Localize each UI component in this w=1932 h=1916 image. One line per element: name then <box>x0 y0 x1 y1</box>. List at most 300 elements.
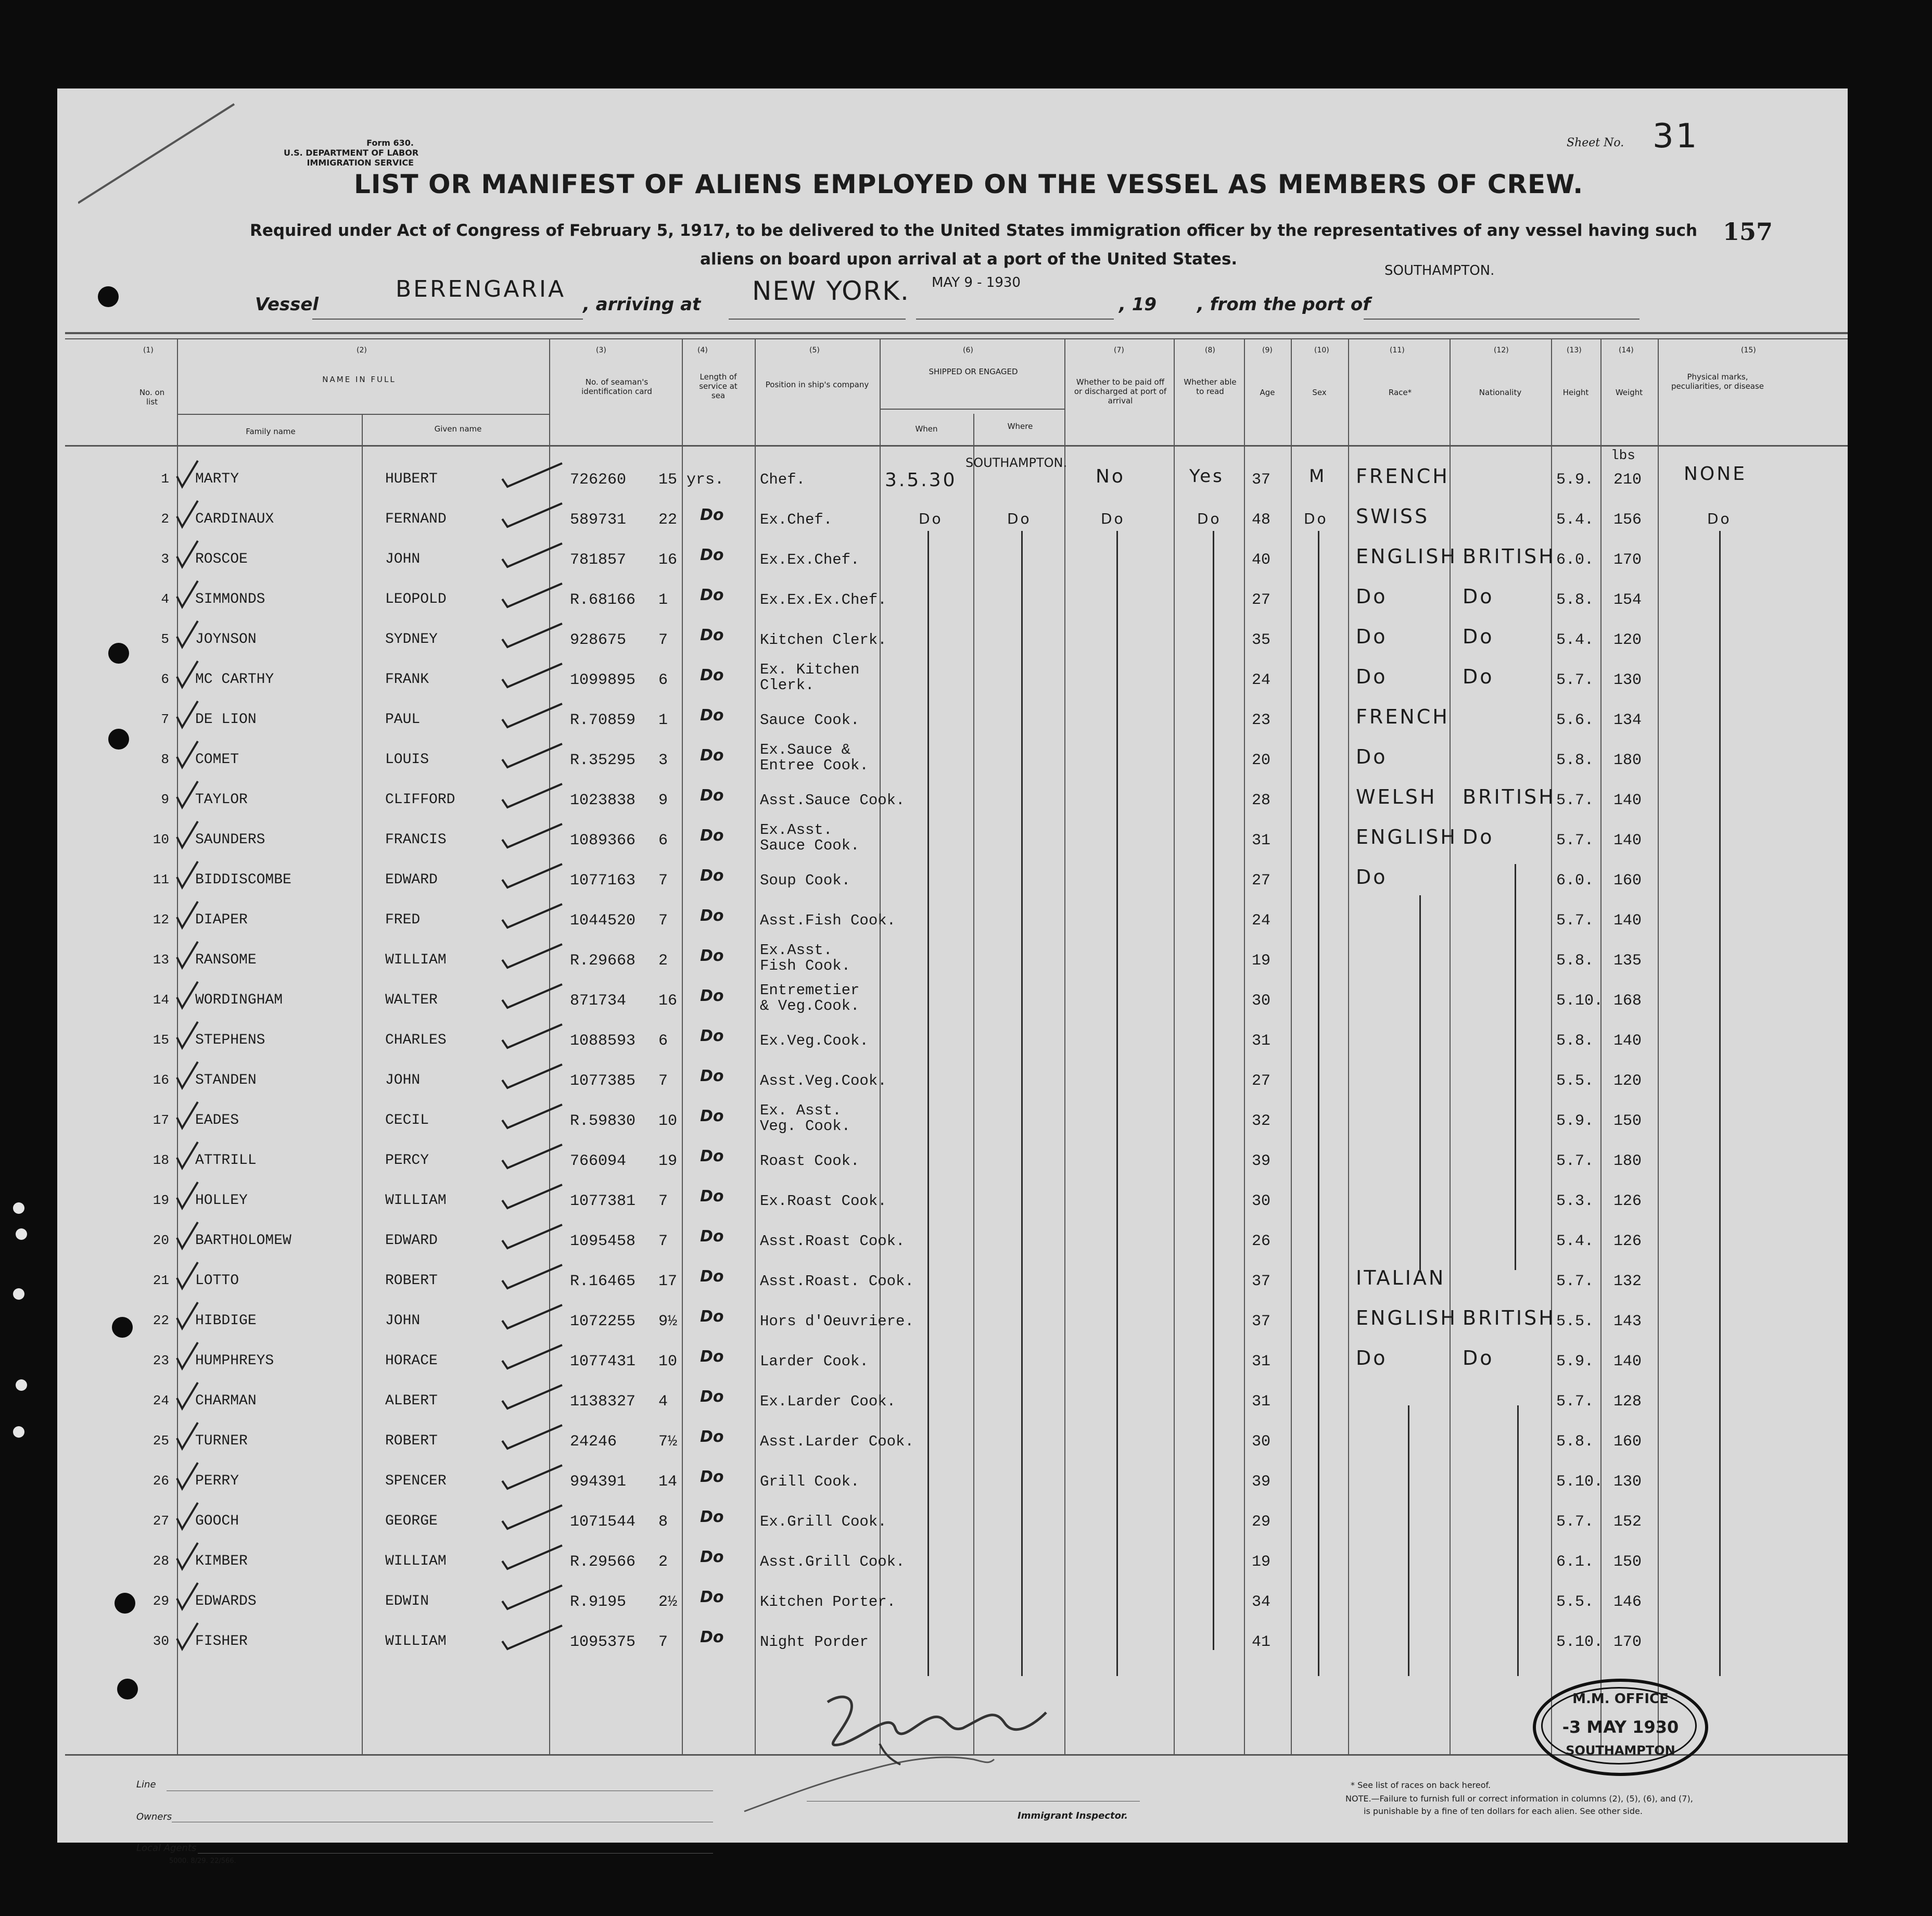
ship-position: Asst.Sauce Cook. <box>760 792 905 809</box>
check-mark-icon <box>174 699 206 730</box>
ship-position: Asst.Veg.Cook. <box>760 1072 887 1089</box>
ship-position: Asst.Roast Cook. <box>760 1233 905 1250</box>
row-number: 8 <box>161 752 169 767</box>
check-mark-icon <box>500 1380 567 1411</box>
weight: 210 <box>1613 471 1642 489</box>
stamp-port: SOUTHAMPTON <box>1566 1743 1675 1758</box>
ship-position: Asst.Fish Cook. <box>760 912 896 929</box>
row-number: 25 <box>152 1433 169 1449</box>
row-number: 19 <box>152 1192 169 1208</box>
col-divider <box>973 414 974 1754</box>
ditto-mark: Do <box>700 506 724 524</box>
weight: 160 <box>1613 1433 1642 1451</box>
check-mark-icon <box>174 939 206 970</box>
length-of-service: 14 <box>658 1473 678 1491</box>
race: ITALIAN <box>1356 1266 1446 1289</box>
weight: 130 <box>1613 671 1642 689</box>
id-card-number: 1089366 <box>570 832 636 849</box>
sheet-label: Sheet No. <box>1567 136 1624 149</box>
col-num-6: (6) <box>963 346 973 354</box>
ditto-mark: Do <box>700 947 724 965</box>
ship-position: Kitchen Porter. <box>760 1593 896 1610</box>
age: 30 <box>1252 992 1271 1010</box>
height: 5.7. <box>1556 912 1594 930</box>
age: 24 <box>1252 671 1271 689</box>
height: 5.5. <box>1556 1072 1594 1090</box>
underline <box>729 319 906 320</box>
race: Do <box>1356 866 1388 889</box>
check-mark-icon <box>500 1019 567 1050</box>
family-name: CARDINAUX <box>195 511 274 527</box>
length-of-service: 10 <box>658 1112 678 1130</box>
id-card-number: R.70859 <box>570 712 636 729</box>
row-number: 28 <box>152 1553 169 1569</box>
given-name: FERNAND <box>385 511 447 527</box>
id-card-number: 1044520 <box>570 912 636 930</box>
weight: 180 <box>1613 752 1642 769</box>
check-mark-icon <box>500 538 567 569</box>
check-mark-icon <box>174 1059 206 1090</box>
family-name: DE LION <box>195 712 257 728</box>
ship-position: Ex.Larder Cook. <box>760 1393 896 1410</box>
weight: 143 <box>1613 1313 1642 1330</box>
ship-position: Roast Cook. <box>760 1152 860 1170</box>
id-card-number: 1095458 <box>570 1233 636 1250</box>
length-of-service: 2 <box>658 1553 668 1571</box>
shipped-where: SOUTHAMPTON. <box>965 455 1067 470</box>
age: 35 <box>1252 631 1271 649</box>
age: 31 <box>1252 1032 1271 1050</box>
from-port-label: , from the port of <box>1197 294 1370 315</box>
row-number: 29 <box>152 1593 169 1609</box>
family-name: TURNER <box>195 1433 248 1449</box>
ship-position: Ex. Asst. Veg. Cook. <box>760 1102 851 1135</box>
ditto-line <box>927 531 929 1676</box>
row-number: 10 <box>152 832 169 847</box>
punch-hole <box>98 286 119 307</box>
ship-position: Asst.Roast. Cook. <box>760 1273 914 1290</box>
check-mark-icon <box>500 458 567 489</box>
punch-hole <box>117 1679 138 1699</box>
col-num-7: (7) <box>1114 346 1124 354</box>
owners-label: Owners <box>136 1811 172 1822</box>
weight: 146 <box>1613 1593 1642 1611</box>
col-header-length: Length of service at sea <box>699 372 738 400</box>
given-name: FRANK <box>385 671 429 688</box>
race: ENGLISH <box>1356 1306 1457 1329</box>
ditto-mark: Do <box>700 586 724 604</box>
col-header-age: Age <box>1260 388 1275 397</box>
age: 19 <box>1252 1553 1271 1571</box>
age: 39 <box>1252 1473 1271 1491</box>
col-header-position: Position in ship's company <box>765 380 869 389</box>
family-name: BIDDISCOMBE <box>195 872 291 888</box>
length-of-service: 7 <box>658 1072 668 1090</box>
corner-fold <box>78 99 250 234</box>
id-card-number: 1138327 <box>570 1393 636 1411</box>
col-divider <box>1658 338 1659 1754</box>
arrival-date: MAY 9 - 1930 <box>932 275 1021 290</box>
ditto-line <box>1515 864 1516 1270</box>
length-of-service: 8 <box>658 1513 668 1531</box>
length-of-service: 6 <box>658 1032 668 1050</box>
id-card-number: R.59830 <box>570 1112 636 1130</box>
ship-position: Ex.Chef. <box>760 511 833 528</box>
ship-position: Grill Cook. <box>760 1473 860 1490</box>
check-mark-icon <box>500 1220 567 1251</box>
height: 6.1. <box>1556 1553 1594 1571</box>
col-header-no: No. on list <box>139 388 165 407</box>
document-title: LIST OR MANIFEST OF ALIENS EMPLOYED ON THE VESSEL AS MEMBERS OF CREW. <box>354 169 1584 199</box>
ditto-mark: Do <box>700 786 724 805</box>
row-number: 11 <box>152 872 169 887</box>
id-card-number: R.29566 <box>570 1553 636 1571</box>
row-number: 16 <box>152 1072 169 1088</box>
given-name: FRED <box>385 912 421 928</box>
check-mark-icon <box>500 779 567 810</box>
race: ENGLISH <box>1356 545 1457 568</box>
given-name: PERCY <box>385 1152 429 1169</box>
family-name: DIAPER <box>195 912 248 928</box>
id-card-number: 871734 <box>570 992 627 1010</box>
family-name: HIBDIGE <box>195 1313 257 1329</box>
check-mark-icon <box>500 1260 567 1291</box>
length-of-service: 7 <box>658 1633 668 1651</box>
col-header-paid-off: Whether to be paid off or discharged at port of arrival <box>1074 377 1167 405</box>
table-top-rule <box>65 332 1848 334</box>
height: 5.7. <box>1556 792 1594 809</box>
given-name: ROBERT <box>385 1433 438 1449</box>
ship-position: Chef. <box>760 471 806 488</box>
ship-position: Ex.Veg.Cook. <box>760 1032 869 1049</box>
ship-position: Asst.Grill Cook. <box>760 1553 905 1570</box>
row-number: 3 <box>161 551 169 567</box>
race: FRENCH <box>1356 705 1450 728</box>
page-number: 157 <box>1723 218 1773 246</box>
col-header-name: NAME IN FULL <box>322 375 396 384</box>
ship-position: Ex.Roast Cook. <box>760 1192 887 1210</box>
given-name: EDWIN <box>385 1593 429 1609</box>
row-number: 12 <box>152 912 169 928</box>
sheet-number: 31 <box>1653 117 1699 156</box>
ditto-mark: Do <box>700 1027 724 1045</box>
race: Do <box>1356 585 1388 608</box>
family-name: KIMBER <box>195 1553 248 1569</box>
length-of-service: 10 <box>658 1353 678 1371</box>
id-card-number: R.29668 <box>570 952 636 970</box>
edge-hole <box>13 1202 24 1214</box>
weight: 134 <box>1613 712 1642 729</box>
given-name: JOHN <box>385 1313 421 1329</box>
row-number: 4 <box>161 591 169 607</box>
col-divider <box>362 414 363 1754</box>
weight: 120 <box>1613 631 1642 649</box>
ship-position: Sauce Cook. <box>760 712 860 729</box>
given-name: LOUIS <box>385 752 429 768</box>
departure-port: SOUTHAMPTON. <box>1384 263 1495 278</box>
family-name: BARTHOLOMEW <box>195 1233 291 1249</box>
id-card-number: 1077163 <box>570 872 636 890</box>
age: 28 <box>1252 792 1271 809</box>
check-mark-icon <box>500 979 567 1010</box>
height: 5.8. <box>1556 752 1594 769</box>
age: 24 <box>1252 912 1271 930</box>
paid-off-value: No <box>1096 466 1125 487</box>
line-label: Line <box>136 1779 156 1790</box>
id-card-number: 1072255 <box>570 1313 636 1330</box>
age: 40 <box>1252 551 1271 569</box>
arriving-label: , arriving at <box>583 294 701 315</box>
height: 5.5. <box>1556 1313 1594 1330</box>
print-code: 5000. 8/29. 22/566. <box>169 1857 236 1865</box>
height: 5.7. <box>1556 1393 1594 1411</box>
given-name: FRANCIS <box>385 832 447 848</box>
col-num-10: (10) <box>1314 346 1329 354</box>
col-divider <box>1064 338 1065 1754</box>
row-number: 24 <box>152 1393 169 1409</box>
weight: 170 <box>1613 1633 1642 1651</box>
row-number: 27 <box>152 1513 169 1529</box>
weight: 135 <box>1613 952 1642 970</box>
vessel-label: Vessel <box>255 294 319 315</box>
given-name: HUBERT <box>385 471 438 487</box>
given-name: CLIFFORD <box>385 792 455 808</box>
shipped-when: 3.5.30 <box>885 470 957 491</box>
col-divider <box>1291 338 1292 1754</box>
height: 5.7. <box>1556 1152 1594 1170</box>
ditto-line <box>1408 1405 1409 1676</box>
family-name: PERRY <box>195 1473 239 1489</box>
age: 31 <box>1252 1393 1271 1411</box>
col-divider <box>755 338 756 1754</box>
row-number: 14 <box>152 992 169 1008</box>
ditto-line <box>1318 531 1319 1676</box>
id-card-number: 1095375 <box>570 1633 636 1651</box>
ditto-mark: Do <box>700 746 724 765</box>
ditto-mark: Do <box>700 827 724 845</box>
ditto-mark: Do <box>1007 510 1032 527</box>
length-of-service: 7 <box>658 631 668 649</box>
check-mark-icon <box>500 658 567 690</box>
service-name: IMMIGRATION SERVICE <box>307 158 414 168</box>
weight: 120 <box>1613 1072 1642 1090</box>
height: 5.10. <box>1556 992 1604 1010</box>
id-card-number: R.35295 <box>570 752 636 769</box>
height: 5.10. <box>1556 1473 1604 1491</box>
height: 5.10. <box>1556 1633 1604 1651</box>
check-mark-icon <box>500 899 567 930</box>
family-name: GOOCH <box>195 1513 239 1529</box>
length-of-service: 9 <box>658 792 668 809</box>
length-of-service: 7 <box>658 912 668 930</box>
col-header-where: Where <box>1007 422 1033 431</box>
footer-line <box>198 1853 713 1854</box>
family-name: SIMMONDS <box>195 591 265 607</box>
check-mark-icon <box>174 739 206 770</box>
family-name: MC CARTHY <box>195 671 274 688</box>
id-card-number: 766094 <box>570 1152 627 1170</box>
ship-position: Ex.Sauce & Entree Cook. <box>760 741 869 774</box>
check-mark-icon <box>174 458 206 489</box>
check-mark-icon <box>500 1580 567 1612</box>
ditto-line <box>1719 531 1721 1676</box>
given-name: HORACE <box>385 1353 438 1369</box>
ship-position: Larder Cook. <box>760 1353 869 1370</box>
ditto-mark: Do <box>700 1508 724 1526</box>
check-mark-icon <box>174 1340 206 1371</box>
age: 20 <box>1252 752 1271 769</box>
age: 37 <box>1252 1313 1271 1330</box>
given-name: ROBERT <box>385 1273 438 1289</box>
given-name: WALTER <box>385 992 438 1008</box>
weight: 150 <box>1613 1112 1642 1130</box>
height: 5.6. <box>1556 712 1594 729</box>
document-subtitle-2: aliens on board upon arrival at a port of the United States. <box>700 250 1238 269</box>
check-mark-icon <box>500 739 567 770</box>
check-mark-icon <box>500 1139 567 1171</box>
check-mark-icon <box>174 1620 206 1652</box>
check-mark-icon <box>500 939 567 970</box>
check-mark-icon <box>500 498 567 529</box>
family-name: FISHER <box>195 1633 248 1649</box>
height: 5.7. <box>1556 832 1594 849</box>
check-mark-icon <box>174 498 206 529</box>
family-name: STANDEN <box>195 1072 257 1088</box>
height: 5.9. <box>1556 1112 1594 1130</box>
ship-position: Night Porder <box>760 1633 869 1651</box>
col-divider <box>1174 338 1175 1754</box>
check-mark-icon <box>174 819 206 850</box>
race: Do <box>1356 665 1388 688</box>
weight-unit: lbs <box>1611 448 1635 463</box>
id-card-number: 1099895 <box>570 671 636 689</box>
col-divider <box>1600 338 1601 1754</box>
col-header-shipped: SHIPPED OR ENGAGED <box>929 367 1018 376</box>
col-header-nationality: Nationality <box>1479 388 1522 397</box>
id-card-number: 1077431 <box>570 1353 636 1371</box>
ship-position: Ex.Ex.Ex.Chef. <box>760 591 887 608</box>
height: 5.8. <box>1556 591 1594 609</box>
family-name: STEPHENS <box>195 1032 265 1048</box>
given-name: SYDNEY <box>385 631 438 648</box>
inspector-signature <box>723 1681 1088 1817</box>
check-mark-icon <box>174 859 206 890</box>
ditto-mark: Do <box>700 1428 724 1446</box>
note-line-2: is punishable by a fine of ten dollars for each alien. See other side. <box>1364 1806 1643 1816</box>
nationality: Do <box>1463 665 1494 688</box>
col-divider <box>1348 338 1349 1754</box>
length-of-service: 7 <box>658 1233 668 1250</box>
check-mark-icon <box>500 1300 567 1331</box>
given-name: JOHN <box>385 551 421 567</box>
check-mark-icon <box>500 859 567 890</box>
document-subtitle-1: Required under Act of Congress of February 5, 1917, to be delivered to the United States immigration officer by the representatives of any vessel having such <box>250 221 1698 240</box>
length-of-service: 7½ <box>658 1433 678 1451</box>
ditto-mark: Do <box>700 1628 724 1646</box>
age: 37 <box>1252 471 1271 489</box>
col-divider <box>1244 338 1245 1754</box>
ditto-mark: Do <box>700 1348 724 1366</box>
ditto-mark: Do <box>919 510 943 527</box>
age: 23 <box>1252 712 1271 729</box>
height: 6.0. <box>1556 551 1594 569</box>
age: 32 <box>1252 1112 1271 1130</box>
weight: 154 <box>1613 591 1642 609</box>
check-mark-icon <box>174 1540 206 1571</box>
weight: 140 <box>1613 832 1642 849</box>
height: 6.0. <box>1556 872 1594 890</box>
given-name: WILLIAM <box>385 952 447 968</box>
age: 29 <box>1252 1513 1271 1531</box>
ditto-mark: Do <box>700 1107 724 1125</box>
id-card-number: R.16465 <box>570 1273 636 1290</box>
col-num-9: (9) <box>1262 346 1273 354</box>
given-name: WILLIAM <box>385 1553 447 1569</box>
row-number: 9 <box>161 792 169 807</box>
row-number: 21 <box>152 1273 169 1288</box>
height: 5.7. <box>1556 1513 1594 1531</box>
ditto-line <box>1213 531 1214 1650</box>
nationality: BRITISH <box>1463 1306 1556 1329</box>
col-header-given: Given name <box>434 424 482 434</box>
height: 5.5. <box>1556 1593 1594 1611</box>
given-name: CECIL <box>385 1112 429 1128</box>
col-num-8: (8) <box>1205 346 1215 354</box>
col-header-height: Height <box>1562 388 1589 397</box>
edge-hole <box>16 1379 27 1391</box>
family-name: CHARMAN <box>195 1393 257 1409</box>
height: 5.3. <box>1556 1192 1594 1210</box>
weight: 140 <box>1613 792 1642 809</box>
weight: 130 <box>1613 1473 1642 1491</box>
length-of-service: 15 yrs. <box>658 471 724 489</box>
col-num-5: (5) <box>809 346 820 354</box>
check-mark-icon <box>174 1260 206 1291</box>
ditto-mark: Do <box>700 1067 724 1085</box>
family-name: RANSOME <box>195 952 257 968</box>
given-name: WILLIAM <box>385 1192 447 1209</box>
length-of-service: 19 <box>658 1152 678 1170</box>
age: 27 <box>1252 1072 1271 1090</box>
row-number: 23 <box>152 1353 169 1368</box>
length-of-service: 7 <box>658 1192 668 1210</box>
race: Do <box>1356 625 1388 648</box>
punch-hole <box>108 729 129 750</box>
length-of-service: 4 <box>658 1393 668 1411</box>
check-mark-icon <box>174 899 206 930</box>
family-name: EDWARDS <box>195 1593 257 1609</box>
weight: 168 <box>1613 992 1642 1010</box>
id-card-number: 589731 <box>570 511 627 529</box>
length-of-service: 2½ <box>658 1593 678 1611</box>
length-of-service: 3 <box>658 752 668 769</box>
nationality: Do <box>1463 585 1494 608</box>
check-mark-icon <box>174 658 206 690</box>
id-card-number: 781857 <box>570 551 627 569</box>
length-of-service: 17 <box>658 1273 678 1290</box>
header-bottom-rule <box>65 445 1848 447</box>
ditto-mark: Do <box>700 1588 724 1606</box>
row-number: 1 <box>161 471 169 487</box>
check-mark-icon <box>174 1580 206 1612</box>
height: 5.8. <box>1556 952 1594 970</box>
nationality: BRITISH <box>1463 545 1556 568</box>
height: 5.4. <box>1556 1233 1594 1250</box>
ship-position: Ex.Asst. Fish Cook. <box>760 942 851 974</box>
id-card-number: R.68166 <box>570 591 636 609</box>
subheader-rule <box>880 409 1064 410</box>
id-card-number: 994391 <box>570 1473 627 1491</box>
